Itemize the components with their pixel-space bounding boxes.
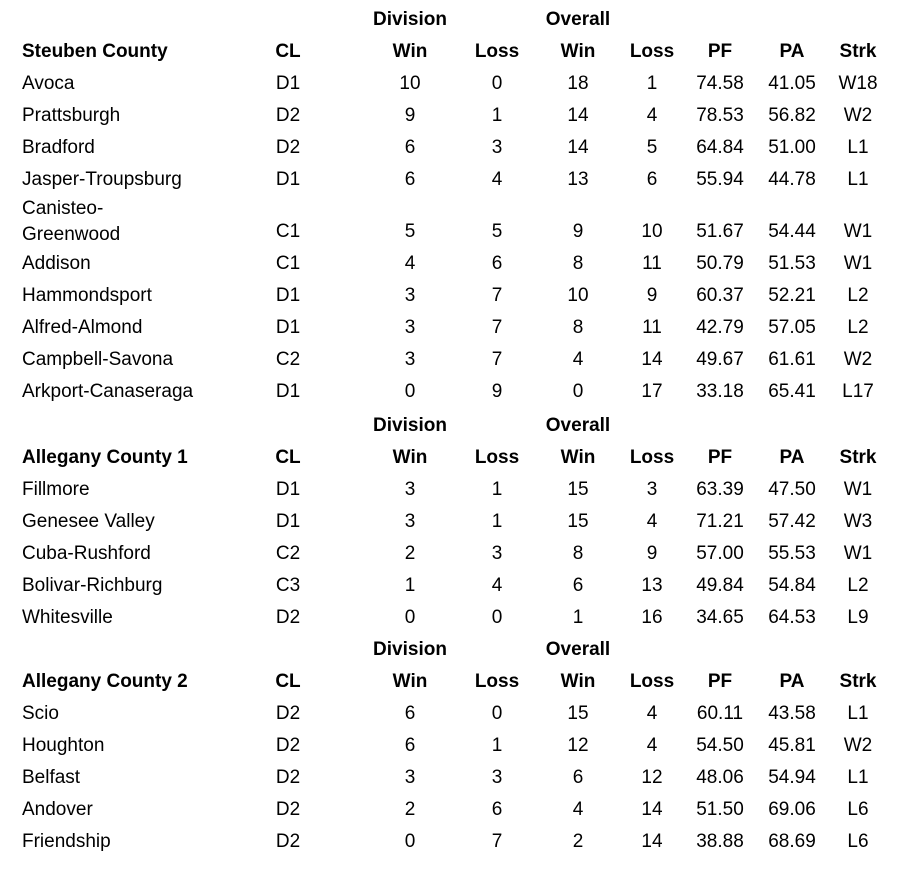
- division-losses: 0: [491, 73, 503, 94]
- team-class: D1: [275, 381, 301, 402]
- division-wins: 0: [404, 831, 416, 852]
- points-for: 50.79: [696, 253, 744, 274]
- section-3-column-header: [0, 666, 904, 698]
- points-for: 42.79: [696, 317, 744, 338]
- division-wins: 5: [404, 221, 416, 242]
- division-wins: 3: [404, 511, 416, 532]
- overall-group-label: Overall: [545, 415, 611, 436]
- team-name: Canisteo-: [22, 198, 104, 219]
- team-name: Arkport-Canaseraga: [22, 381, 194, 402]
- points-for: 60.37: [696, 285, 744, 306]
- division-losses: 3: [491, 543, 503, 564]
- team-class: C1: [275, 253, 301, 274]
- division-wins: 3: [404, 767, 416, 788]
- division-wins: 6: [404, 703, 416, 724]
- division-losses: 1: [491, 735, 503, 756]
- team-name: Belfast: [22, 767, 81, 788]
- overall-wins: 6: [572, 575, 584, 596]
- overall-losses: 6: [646, 169, 658, 190]
- division-wins: 10: [399, 73, 421, 94]
- cl-header: CL: [275, 671, 301, 692]
- team-name: Friendship: [22, 831, 111, 852]
- overall-wins: 6: [572, 767, 584, 788]
- overall-losses: 5: [646, 137, 658, 158]
- strk-header: Strk: [839, 671, 877, 692]
- streak: L6: [847, 799, 869, 820]
- table-row: [0, 280, 904, 312]
- team-name: Cuba-Rushford: [22, 543, 151, 564]
- points-for: 51.50: [696, 799, 744, 820]
- points-for: 38.88: [696, 831, 744, 852]
- cl-header: CL: [275, 447, 301, 468]
- overall-wins: 15: [567, 511, 589, 532]
- points-against: 51.00: [768, 137, 816, 158]
- points-against: 47.50: [768, 479, 816, 500]
- points-against: 44.78: [768, 169, 816, 190]
- team-class: D2: [275, 799, 301, 820]
- division-losses: 5: [491, 221, 503, 242]
- overall-wins: 1: [572, 607, 584, 628]
- division-wins: 0: [404, 381, 416, 402]
- division-losses: 9: [491, 381, 503, 402]
- table-row: [0, 698, 904, 730]
- team-name: Campbell-Savona: [22, 349, 174, 370]
- overall-wins: 2: [572, 831, 584, 852]
- overall-losses: 16: [641, 607, 663, 628]
- division-losses: 7: [491, 831, 503, 852]
- streak: W3: [843, 511, 873, 532]
- points-for: 48.06: [696, 767, 744, 788]
- team-class: D2: [275, 607, 301, 628]
- overall-losses: 14: [641, 349, 663, 370]
- overall-wins: 10: [567, 285, 589, 306]
- streak: W2: [843, 735, 873, 756]
- streak: L1: [847, 169, 869, 190]
- team-class: D1: [275, 479, 301, 500]
- points-for: 49.67: [696, 349, 744, 370]
- points-for: 34.65: [696, 607, 744, 628]
- division-losses: 6: [491, 799, 503, 820]
- table-row: [0, 762, 904, 794]
- division-group-label: Division: [373, 9, 447, 30]
- division-losses: 4: [491, 575, 503, 596]
- points-against: 51.53: [768, 253, 816, 274]
- cl-header: CL: [275, 41, 301, 62]
- points-against: 65.41: [768, 381, 816, 402]
- division-losses: 7: [491, 285, 503, 306]
- overall-win-header: Win: [560, 447, 596, 468]
- division-loss-header: Loss: [474, 671, 520, 692]
- points-against: 61.61: [768, 349, 816, 370]
- overall-wins: 14: [567, 137, 589, 158]
- division-group-label: Division: [373, 415, 447, 436]
- overall-losses: 3: [646, 479, 658, 500]
- points-against: 57.05: [768, 317, 816, 338]
- overall-loss-header: Loss: [629, 447, 675, 468]
- overall-wins: 13: [567, 169, 589, 190]
- division-win-header: Win: [392, 671, 428, 692]
- team-name-wrapped: [22, 196, 120, 248]
- table-row: [0, 132, 904, 164]
- strk-header: Strk: [839, 447, 877, 468]
- pf-header: PF: [707, 671, 733, 692]
- table-row: [0, 312, 904, 344]
- team-name: Bolivar-Richburg: [22, 575, 163, 596]
- division-wins: 3: [404, 285, 416, 306]
- overall-group-label: Overall: [545, 9, 611, 30]
- points-against: 69.06: [768, 799, 816, 820]
- overall-losses: 9: [646, 543, 658, 564]
- team-class: D2: [275, 831, 301, 852]
- overall-wins: 14: [567, 105, 589, 126]
- team-class: C1: [275, 221, 301, 242]
- streak: L1: [847, 703, 869, 724]
- points-for: 63.39: [696, 479, 744, 500]
- team-name: Avoca: [22, 73, 75, 94]
- division-wins: 1: [404, 575, 416, 596]
- division-wins: 3: [404, 317, 416, 338]
- division-losses: 1: [491, 479, 503, 500]
- team-class: C2: [275, 349, 301, 370]
- division-wins: 2: [404, 799, 416, 820]
- overall-win-header: Win: [560, 671, 596, 692]
- points-for: 54.50: [696, 735, 744, 756]
- team-class: D1: [275, 169, 301, 190]
- points-against: 52.21: [768, 285, 816, 306]
- division-losses: 4: [491, 169, 503, 190]
- table-row: [0, 474, 904, 506]
- overall-losses: 1: [646, 73, 658, 94]
- streak: L1: [847, 137, 869, 158]
- overall-wins: 4: [572, 799, 584, 820]
- division-losses: 6: [491, 253, 503, 274]
- overall-wins: 18: [567, 73, 589, 94]
- section-2-column-header: [0, 442, 904, 474]
- streak: W18: [838, 73, 878, 94]
- overall-losses: 11: [642, 317, 662, 338]
- overall-group-label: Overall: [545, 639, 611, 660]
- overall-wins: 8: [572, 543, 584, 564]
- overall-losses: 13: [641, 575, 663, 596]
- points-against: 54.84: [768, 575, 816, 596]
- table-row: [0, 570, 904, 602]
- team-name: Genesee Valley: [22, 511, 155, 532]
- table-row: [0, 68, 904, 100]
- streak: L17: [842, 381, 874, 402]
- points-for: 33.18: [696, 381, 744, 402]
- table-row: [0, 538, 904, 570]
- points-for: 55.94: [696, 169, 744, 190]
- overall-losses: 4: [646, 511, 658, 532]
- division-losses: 3: [491, 137, 503, 158]
- table-row: [0, 794, 904, 826]
- pa-header: PA: [779, 671, 805, 692]
- points-against: 64.53: [768, 607, 816, 628]
- team-name: Alfred-Almond: [22, 317, 143, 338]
- division-wins: 6: [404, 169, 416, 190]
- division-wins: 2: [404, 543, 416, 564]
- strk-header: Strk: [839, 41, 877, 62]
- division-group-label: Division: [373, 639, 447, 660]
- streak: L9: [847, 607, 869, 628]
- team-name: Jasper-Troupsburg: [22, 169, 182, 190]
- division-losses: 0: [491, 607, 503, 628]
- pf-header: PF: [707, 447, 733, 468]
- overall-losses: 4: [646, 735, 658, 756]
- section-2-group-header: [0, 410, 904, 442]
- points-against: 41.05: [768, 73, 816, 94]
- division-loss-header: Loss: [474, 41, 520, 62]
- team-class: D1: [275, 73, 301, 94]
- section-title: Steuben County: [22, 41, 168, 62]
- points-for: 51.67: [696, 221, 744, 242]
- overall-losses: 4: [646, 105, 658, 126]
- streak: W1: [843, 253, 873, 274]
- overall-losses: 14: [641, 831, 663, 852]
- division-losses: 1: [491, 511, 503, 532]
- points-for: 57.00: [696, 543, 744, 564]
- team-class: C2: [275, 543, 301, 564]
- division-wins: 0: [404, 607, 416, 628]
- overall-losses: 12: [641, 767, 663, 788]
- table-row: [0, 196, 904, 248]
- points-for: 60.11: [696, 703, 744, 724]
- division-wins: 3: [404, 349, 416, 370]
- points-for: 74.58: [696, 73, 744, 94]
- pa-header: PA: [779, 447, 805, 468]
- points-against: 43.58: [768, 703, 816, 724]
- team-class: D1: [275, 317, 301, 338]
- team-name: Addison: [22, 253, 91, 274]
- points-against: 56.82: [768, 105, 816, 126]
- streak: W1: [843, 543, 873, 564]
- overall-wins: 12: [567, 735, 589, 756]
- points-against: 57.42: [768, 511, 816, 532]
- table-row: [0, 826, 904, 858]
- team-class: C3: [275, 575, 301, 596]
- team-class: D2: [275, 703, 301, 724]
- points-for: 71.21: [696, 511, 744, 532]
- section-title: Allegany County 1: [22, 447, 188, 468]
- division-losses: 0: [491, 703, 503, 724]
- team-name: Hammondsport: [22, 285, 152, 306]
- division-losses: 7: [491, 349, 503, 370]
- division-losses: 7: [491, 317, 503, 338]
- streak: W1: [843, 479, 873, 500]
- points-for: 64.84: [696, 137, 744, 158]
- team-class: D2: [275, 767, 301, 788]
- table-row: [0, 602, 904, 634]
- overall-loss-header: Loss: [629, 41, 675, 62]
- division-wins: 4: [404, 253, 416, 274]
- overall-losses: 11: [642, 253, 662, 274]
- points-against: 45.81: [768, 735, 816, 756]
- overall-losses: 9: [646, 285, 658, 306]
- overall-wins: 8: [572, 317, 584, 338]
- table-row: [0, 248, 904, 280]
- overall-win-header: Win: [560, 41, 596, 62]
- overall-losses: 17: [641, 381, 663, 402]
- division-win-header: Win: [392, 447, 428, 468]
- points-for: 78.53: [696, 105, 744, 126]
- division-loss-header: Loss: [474, 447, 520, 468]
- overall-wins: 4: [572, 349, 584, 370]
- team-name: Houghton: [22, 735, 105, 756]
- team-name: Scio: [22, 703, 59, 724]
- points-against: 54.44: [768, 221, 816, 242]
- points-against: 54.94: [768, 767, 816, 788]
- table-row: [0, 730, 904, 762]
- section-1-column-header: [0, 36, 904, 68]
- team-name: Fillmore: [22, 479, 90, 500]
- team-class: D2: [275, 735, 301, 756]
- division-wins: 6: [404, 735, 416, 756]
- section-title: Allegany County 2: [22, 671, 188, 692]
- team-class: D1: [275, 511, 301, 532]
- points-against: 55.53: [768, 543, 816, 564]
- overall-wins: 15: [567, 479, 589, 500]
- overall-wins: 15: [567, 703, 589, 724]
- team-name: Andover: [22, 799, 93, 820]
- table-row: [0, 506, 904, 538]
- overall-losses: 14: [641, 799, 663, 820]
- streak: W2: [843, 105, 873, 126]
- team-class: D2: [275, 105, 301, 126]
- table-row: [0, 100, 904, 132]
- section-1-group-header: [0, 4, 904, 36]
- overall-losses: 10: [641, 221, 663, 242]
- overall-wins: 0: [572, 381, 584, 402]
- division-wins: 9: [404, 105, 416, 126]
- table-row: [0, 344, 904, 376]
- team-name: Whitesville: [22, 607, 113, 628]
- overall-wins: 8: [572, 253, 584, 274]
- streak: W1: [843, 221, 873, 242]
- section-3-group-header: [0, 634, 904, 666]
- team-name: Prattsburgh: [22, 105, 121, 126]
- division-losses: 3: [491, 767, 503, 788]
- overall-losses: 4: [646, 703, 658, 724]
- table-row: [0, 164, 904, 196]
- streak: L6: [847, 831, 869, 852]
- division-win-header: Win: [392, 41, 428, 62]
- team-class: D2: [275, 137, 301, 158]
- points-for: 49.84: [696, 575, 744, 596]
- table-row: [0, 376, 904, 408]
- division-losses: 1: [491, 105, 503, 126]
- overall-loss-header: Loss: [629, 671, 675, 692]
- team-class: D1: [275, 285, 301, 306]
- pf-header: PF: [707, 41, 733, 62]
- overall-wins: 9: [572, 221, 584, 242]
- streak: L1: [847, 767, 869, 788]
- streak: L2: [847, 285, 869, 306]
- team-name-continued: Greenwood: [22, 224, 121, 245]
- streak: W2: [843, 349, 873, 370]
- points-against: 68.69: [768, 831, 816, 852]
- division-wins: 6: [404, 137, 416, 158]
- team-name: Bradford: [22, 137, 95, 158]
- division-wins: 3: [404, 479, 416, 500]
- streak: L2: [847, 575, 869, 596]
- streak: L2: [847, 317, 869, 338]
- pa-header: PA: [779, 41, 805, 62]
